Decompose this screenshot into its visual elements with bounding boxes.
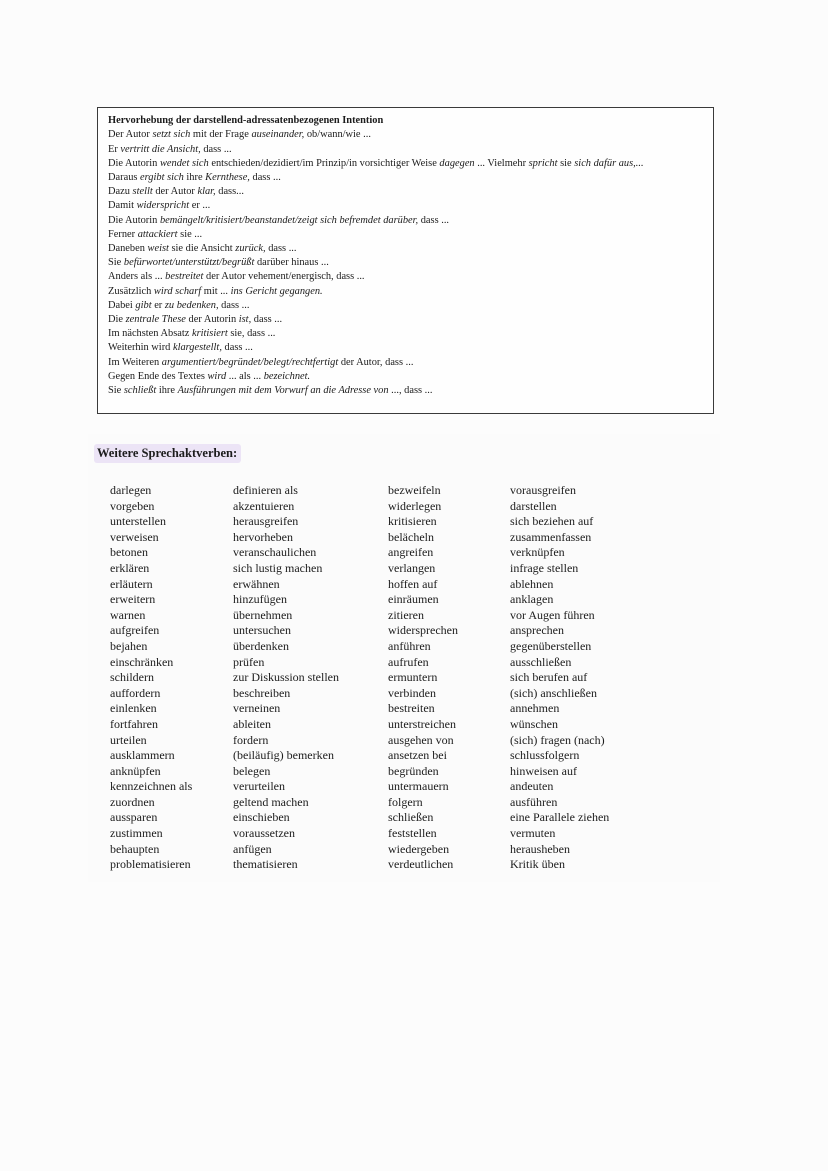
phrase: sie, dass ... [227, 328, 276, 340]
verb-item: zitieren [388, 607, 424, 622]
emphasized-phrase: wird [207, 370, 227, 382]
intention-line [108, 313, 704, 327]
emphasized-phrase: widerspricht [136, 200, 190, 212]
phrase: er [151, 299, 165, 311]
phrase: dass ... [200, 143, 232, 155]
emphasized-phrase: stellt [132, 186, 153, 198]
verb-item: kritisieren [388, 514, 437, 529]
verb-item: ausführen [510, 794, 558, 809]
verb-item: ausschließen [510, 654, 572, 669]
verb-item: einschränken [110, 654, 174, 669]
phrase: Sie [108, 257, 124, 269]
verb-item: thematisieren [233, 857, 298, 872]
verb-item: bejahen [110, 638, 148, 653]
emphasized-phrase: attackiert [137, 228, 178, 240]
verb-item: hinweisen auf [510, 763, 577, 778]
verb-item: verknüpfen [510, 545, 565, 560]
emphasized-phrase: ist, [238, 314, 252, 326]
verb-item: zuordnen [110, 794, 155, 809]
verb-item: zustimmen [110, 826, 163, 841]
phrase: ..., dass ... [388, 385, 433, 397]
phrase: der Autor vehement/energisch, dass ... [203, 271, 365, 283]
emphasized-phrase: kritisiert [191, 328, 228, 340]
phrase: Anders als ... [108, 271, 166, 283]
phrase: dass ... [249, 172, 281, 184]
phrase: dass ... [265, 243, 297, 255]
verb-item: widersprechen [388, 623, 458, 638]
section-heading: Weitere Sprechaktverben: [94, 444, 241, 463]
intention-line [108, 143, 704, 157]
verb-column-2 [233, 483, 339, 873]
verb-item: ermuntern [388, 670, 438, 685]
verb-item: verlangen [388, 560, 436, 575]
speech-act-verbs-section [88, 434, 720, 882]
verb-item: andeuten [510, 779, 554, 794]
verb-item: verneinen [233, 701, 281, 716]
verb-item: akzentuieren [233, 498, 295, 513]
verb-item: schließen [388, 810, 434, 825]
verb-item: hoffen auf [388, 576, 438, 591]
verb-item: erläutern [110, 576, 153, 591]
verb-item: untersuchen [233, 623, 291, 638]
phrase: sie ... [177, 228, 203, 240]
verb-item: angreifen [388, 545, 434, 560]
verb-item: ausgehen von [388, 732, 454, 747]
verb-item: (sich) fragen (nach) [510, 732, 605, 747]
verb-item: verurteilen [233, 779, 285, 794]
emphasized-phrase: auseinander, [251, 129, 305, 141]
verb-item: aussparen [110, 810, 158, 825]
intention-line [108, 128, 704, 142]
verb-item: erklären [110, 560, 150, 575]
phrase: Im Weiteren [108, 356, 162, 368]
phrase: der Autor, dass ... [338, 356, 414, 368]
verb-item: betonen [110, 545, 148, 560]
verb-item: aufrufen [388, 654, 429, 669]
phrase: der Autor [152, 186, 198, 198]
verb-item: sich beziehen auf [510, 514, 594, 529]
verb-item: gegenüberstellen [510, 638, 592, 653]
intention-line [108, 214, 704, 228]
phrase: er ... [189, 200, 211, 212]
verb-item: verweisen [110, 529, 159, 544]
verb-item: ablehnen [510, 576, 554, 591]
verb-item: belächeln [388, 529, 434, 544]
phrase: ob/wann/wie ... [304, 129, 371, 141]
verb-item: aufgreifen [110, 623, 160, 638]
verb-item: zur Diskussion stellen [233, 670, 339, 685]
phrase: ... als ... [226, 370, 264, 382]
phrase: Der Autor [108, 129, 153, 141]
verb-item: bestreiten [388, 701, 435, 716]
verb-item: fortfahren [110, 716, 158, 731]
intention-lines [108, 128, 704, 398]
verb-item: anfügen [233, 841, 272, 856]
phrase: Die Autorin [108, 214, 160, 226]
intention-line [108, 356, 704, 370]
verb-item: untermauern [388, 779, 449, 794]
verb-item: geltend machen [233, 794, 309, 809]
phrase: der Autorin [185, 314, 239, 326]
verb-item: unterstellen [110, 514, 166, 529]
intention-line [108, 327, 704, 341]
verb-item: wiedergeben [388, 841, 450, 856]
emphasized-phrase: weist [147, 243, 169, 255]
verb-item: kennzeichnen als [110, 779, 193, 794]
verb-item: übernehmen [233, 607, 293, 622]
emphasized-phrase: argumentiert/begründet/belegt/rechtfertigt [161, 356, 339, 368]
intention-line [108, 228, 704, 242]
phrase: Ferner [108, 228, 138, 240]
phrase: Er [108, 143, 121, 155]
emphasized-phrase: klargestellt, [172, 342, 222, 354]
verb-item: definieren als [233, 483, 298, 497]
emphasized-phrase: bezeichnet. [263, 370, 311, 382]
intention-box [97, 107, 714, 414]
verb-item: wünschen [510, 716, 558, 731]
verb-item: (sich) anschließen [510, 685, 597, 700]
phrase: dass ... [221, 342, 253, 354]
verb-item: widerlegen [388, 498, 442, 513]
emphasized-phrase: bestreitet [165, 271, 204, 283]
emphasized-phrase: klar, [197, 186, 216, 198]
phrase: Daneben [108, 243, 148, 255]
verb-item: schildern [110, 670, 154, 685]
emphasized-phrase: setzt sich [152, 129, 191, 141]
emphasized-phrase: schließt [123, 385, 157, 397]
phrase: Damit [108, 200, 137, 212]
intention-line [108, 270, 704, 284]
emphasized-phrase: sich dafür aus,... [574, 157, 644, 169]
verb-item: einräumen [388, 592, 439, 607]
verb-item: erwähnen [233, 576, 280, 591]
phrase: Im nächsten Absatz [108, 328, 192, 340]
verb-item: einlenken [110, 701, 157, 716]
phrase: sie [557, 157, 575, 169]
emphasized-phrase: spricht [528, 157, 558, 169]
verb-column-3 [388, 483, 458, 873]
emphasized-phrase: zurück, [235, 243, 266, 255]
emphasized-phrase: ergibt sich [140, 172, 184, 184]
verb-item: vorgeben [110, 498, 155, 513]
intention-line [108, 299, 704, 313]
emphasized-phrase: vertritt die Ansicht, [120, 143, 201, 155]
verb-item: darlegen [110, 483, 152, 497]
verb-column-1 [110, 483, 192, 873]
verb-item: anklagen [510, 592, 554, 607]
verb-item: anknüpfen [110, 763, 161, 778]
verb-item: auffordern [110, 685, 161, 700]
intention-line [108, 157, 704, 171]
phrase: dass... [215, 186, 244, 198]
verb-item: voraussetzen [233, 826, 295, 841]
verb-item: ableiten [233, 716, 271, 731]
verb-item: ausklammern [110, 748, 175, 763]
verb-item: fordern [233, 732, 269, 747]
verb-item: ansetzen bei [388, 748, 447, 763]
verb-item: prüfen [233, 654, 265, 669]
emphasized-phrase: wird scharf [153, 285, 202, 297]
verb-item: beschreiben [233, 685, 291, 700]
verb-item: anführen [388, 638, 431, 653]
phrase: Die Autorin [108, 157, 160, 169]
verb-item: sich lustig machen [233, 560, 323, 575]
phrase: sie die Ansicht [168, 243, 236, 255]
phrase: Dazu [108, 186, 133, 198]
phrase: Daraus [108, 172, 141, 184]
verb-item: vermuten [510, 826, 556, 841]
emphasized-phrase: bemängelt/kritisiert/beanstandet/zeigt sich befremdet darüber, [159, 214, 419, 226]
intention-line [108, 370, 704, 384]
emphasized-phrase: wendet sich [159, 157, 209, 169]
emphasized-phrase: zu bedenken, [164, 299, 219, 311]
verb-item: herausgreifen [233, 514, 299, 529]
intention-line [108, 341, 704, 355]
verb-item: verdeutlichen [388, 857, 454, 872]
phrase: ihre [156, 385, 178, 397]
verb-item: begründen [388, 763, 439, 778]
verb-item: belegen [233, 763, 271, 778]
verb-item: eine Parallele ziehen [510, 810, 610, 825]
phrase: mit ... [201, 285, 231, 297]
phrase: darüber hinaus ... [254, 257, 329, 269]
verb-item: behaupten [110, 841, 160, 856]
intention-box-title: Hervorhebung der darstellend-adressatenbezogenen Intention [108, 115, 384, 126]
intention-line [108, 256, 704, 270]
verb-item: feststellen [388, 826, 437, 841]
emphasized-phrase: befürwortet/unterstützt/begrüßt [123, 257, 255, 269]
verb-column-4 [510, 483, 609, 873]
phrase: dass ... [418, 214, 450, 226]
verb-item: zusammenfassen [510, 529, 592, 544]
verb-item: unterstreichen [388, 716, 456, 731]
emphasized-phrase: Kernthese, [205, 172, 250, 184]
phrase: Zusätzlich [108, 285, 154, 297]
intention-line [108, 384, 704, 398]
verb-item: vorausgreifen [510, 483, 576, 497]
verb-item: urteilen [110, 732, 147, 747]
intention-line [108, 171, 704, 185]
verb-item: darstellen [510, 498, 557, 513]
verb-item: verbinden [388, 685, 436, 700]
verb-item: (beiläufig) bemerken [233, 748, 334, 763]
phrase: entschieden/dezidiert/im Prinzip/in vorsichtiger Weise [208, 157, 440, 169]
verb-item: hervorheben [233, 529, 293, 544]
verb-item: problematisieren [110, 857, 191, 872]
intention-line [108, 185, 704, 199]
phrase: dass ... [218, 299, 250, 311]
intention-line [108, 285, 704, 299]
phrase: Gegen Ende des Textes [108, 370, 208, 382]
phrase: Dabei [108, 299, 136, 311]
verb-item: herausheben [510, 841, 570, 856]
phrase: Die [108, 314, 126, 326]
verb-item: folgern [388, 794, 423, 809]
phrase: ihre [183, 172, 206, 184]
verb-item: warnen [110, 607, 146, 622]
verb-item: überdenken [233, 638, 289, 653]
phrase: mit der Frage [190, 129, 252, 141]
phrase: dass ... [251, 314, 283, 326]
verb-item: schlussfolgern [510, 748, 580, 763]
verb-item: infrage stellen [510, 560, 579, 575]
verb-item: annehmen [510, 701, 560, 716]
verb-item: erweitern [110, 592, 156, 607]
phrase: Weiterhin wird [108, 342, 173, 354]
phrase: Sie [108, 385, 124, 397]
emphasized-phrase: zentrale These [125, 314, 186, 326]
emphasized-phrase: dagegen [439, 157, 475, 169]
verb-item: Kritik üben [510, 857, 565, 872]
emphasized-phrase: Ausführungen mit dem Vorwurf an die Adresse von [177, 385, 389, 397]
emphasized-phrase: gibt [135, 299, 152, 311]
verb-item: bezweifeln [388, 483, 441, 497]
verb-item: vor Augen führen [510, 607, 595, 622]
intention-line [108, 199, 704, 213]
phrase: ... Vielmehr [474, 157, 529, 169]
verb-item: ansprechen [510, 623, 564, 638]
verb-item: veranschaulichen [233, 545, 317, 560]
emphasized-phrase: ins Gericht gegangen. [230, 285, 323, 297]
intention-line [108, 242, 704, 256]
verb-item: hinzufügen [233, 592, 287, 607]
verb-item: einschieben [233, 810, 290, 825]
verb-item: sich berufen auf [510, 670, 588, 685]
